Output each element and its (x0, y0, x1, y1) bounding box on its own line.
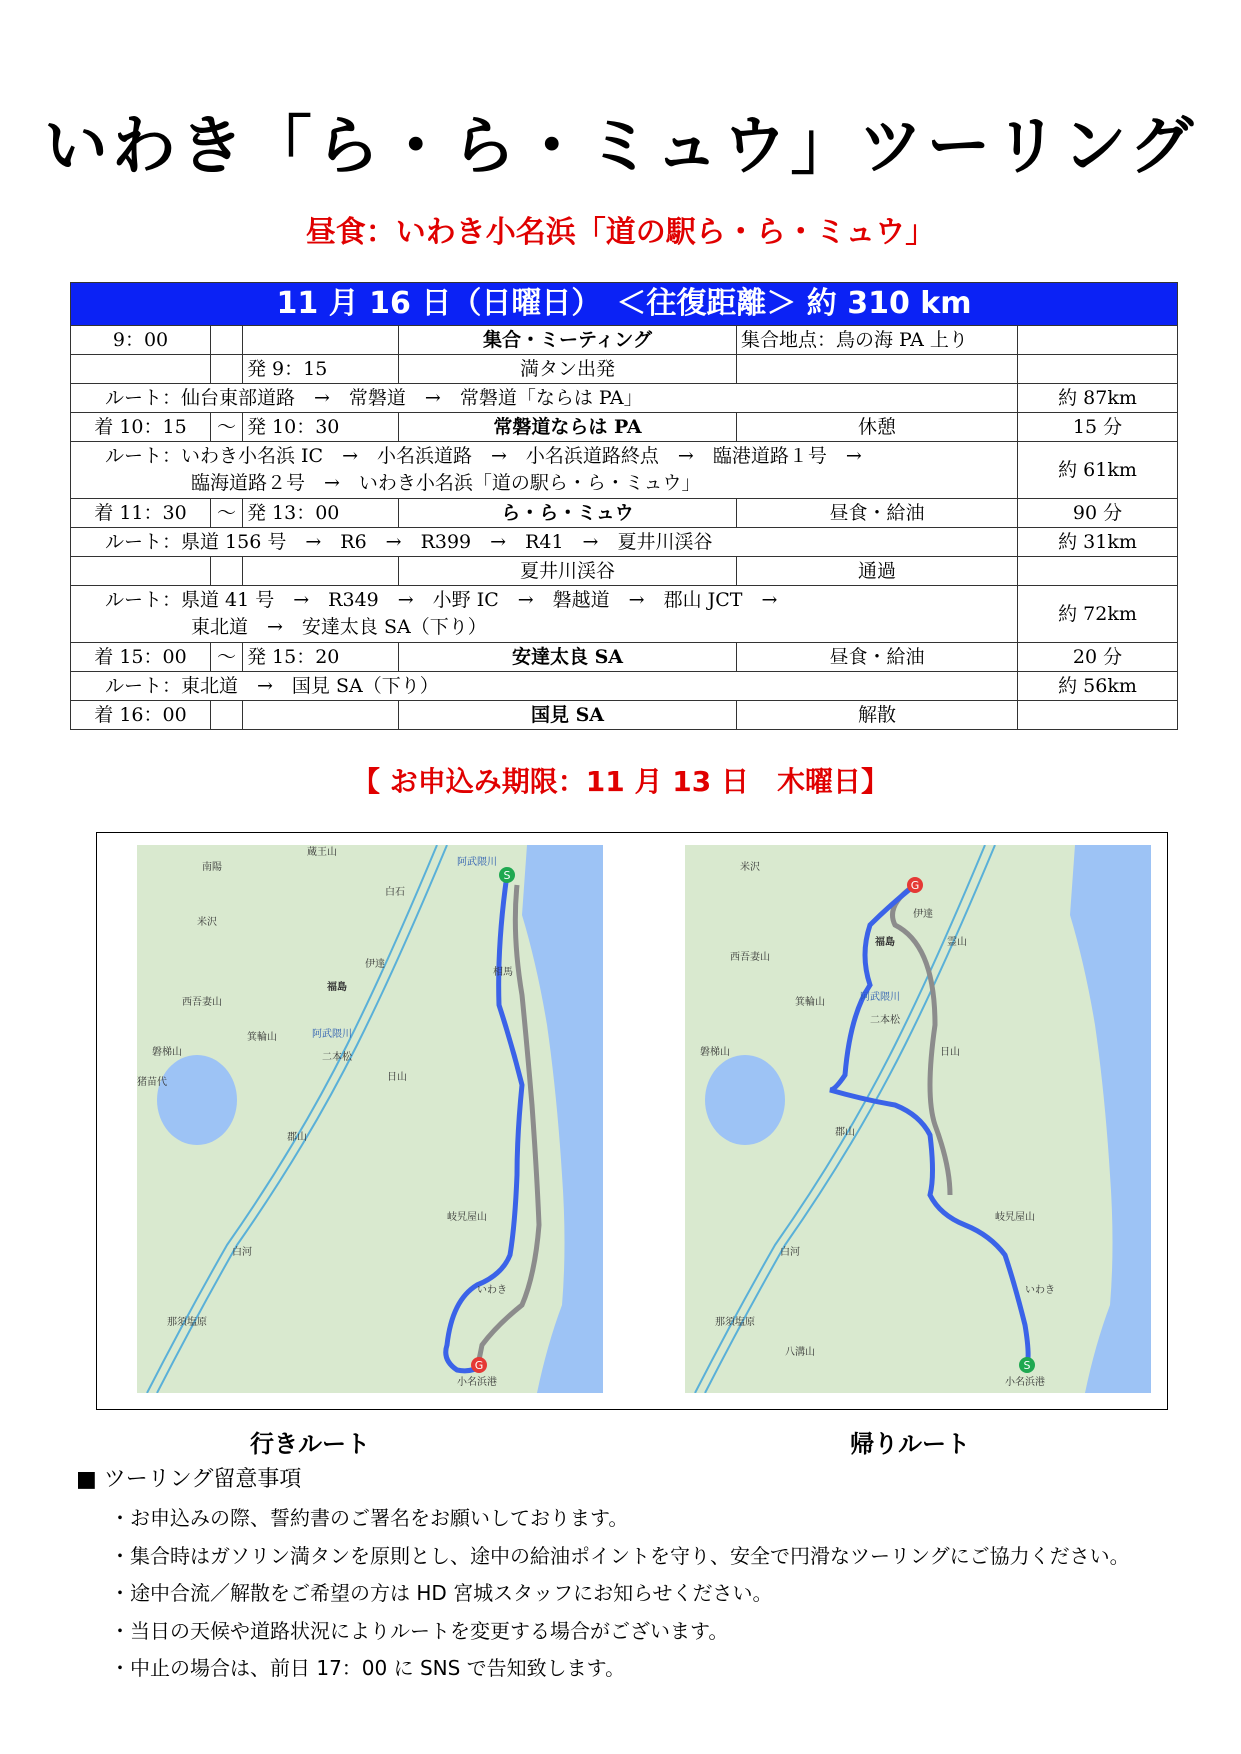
map-label: 米沢 (197, 917, 217, 928)
outbound-route-map (137, 845, 603, 1393)
map-label: 白河 (232, 1247, 252, 1258)
map-label: 郡山 (835, 1127, 855, 1138)
depart-time: 発 10：30 (243, 413, 399, 442)
duration (1018, 557, 1178, 586)
event-note: 通過 (737, 557, 1018, 586)
return-route-caption: 帰りルート (850, 1430, 970, 1458)
map-label: 箕輪山 (795, 997, 825, 1008)
goal-marker: G (474, 1359, 484, 1372)
route-distance: 約 87km (1018, 384, 1178, 413)
event-note: 昼食・給油 (737, 643, 1018, 672)
duration (1018, 701, 1178, 730)
return-map-svg (685, 845, 1151, 1393)
map-label: 二本松 (870, 1015, 900, 1026)
route-maps (96, 832, 1168, 1410)
map-label: 阿武隈川 (457, 857, 497, 868)
route-line-1: ルート：県道 41 号 → R349 → 小野 IC → 磐越道 → 郡山 JCT → (105, 589, 778, 611)
arrive-time (71, 355, 211, 384)
map-label: 福島 (327, 982, 347, 993)
start-marker: S (503, 869, 511, 882)
route-text: ルート：仙台東部道路 → 常磐道 → 常磐道「ならは PA」 (71, 384, 1018, 413)
map-label: 米沢 (740, 862, 760, 873)
duration (1018, 326, 1178, 355)
lunch-subtitle: 昼食：いわき小名浜「道の駅ら・ら・ミュウ」 (305, 215, 936, 250)
route-distance: 約 72km (1018, 586, 1178, 643)
arrive-time (71, 557, 211, 586)
arrive-time: 9：00 (71, 326, 211, 355)
event-note: 集合地点：鳥の海 PA 上り (737, 326, 1018, 355)
event-name: 安達太良 SA (399, 643, 737, 672)
page-title: いわき「ら・ら・ミュウ」ツーリング (43, 110, 1198, 184)
schedule-row (71, 413, 1178, 442)
route-line-2: 臨海道路２号 → いわき小名浜「道の駅ら・ら・ミュウ」 (191, 472, 701, 494)
map-label: 伊達 (365, 959, 385, 970)
event-note (737, 355, 1018, 384)
schedule-table (70, 282, 1178, 730)
map-label: 白河 (780, 1247, 800, 1258)
application-deadline: 【 お申込み期限：11 月 13 日 木曜日】 (352, 765, 889, 798)
route-distance: 約 61km (1018, 442, 1178, 499)
map-label: 西吾妻山 (182, 997, 222, 1008)
lake-inawashiro (705, 1055, 785, 1145)
route-row (71, 384, 1178, 413)
route-text (71, 442, 1018, 499)
map-label: 福島 (875, 937, 895, 948)
schedule-row (71, 701, 1178, 730)
map-label: 磐梯山 (700, 1047, 730, 1058)
arrive-time: 着 15：00 (71, 643, 211, 672)
return-route-map (685, 845, 1151, 1393)
duration (1018, 355, 1178, 384)
note-item: ・中止の場合は、前日 17：00 に SNS で告知致します。 (110, 1656, 626, 1680)
depart-time (243, 701, 399, 730)
duration: 20 分 (1018, 643, 1178, 672)
route-text: ルート：県道 156 号 → R6 → R399 → R41 → 夏井川渓谷 (71, 528, 1018, 557)
event-name: 集合・ミーティング (399, 326, 737, 355)
route-row (71, 586, 1178, 643)
map-label: 八溝山 (785, 1347, 815, 1358)
schedule-header: 11 月 16 日（日曜日） ＜往復距離＞ 約 310 km (71, 283, 1178, 326)
time-separator (211, 326, 243, 355)
outbound-map-svg (137, 845, 603, 1393)
map-label: 日山 (940, 1047, 960, 1058)
time-separator: 〜 (211, 643, 243, 672)
note-item: ・当日の天候や道路状況によりルートを変更する場合がございます。 (110, 1618, 729, 1643)
map-label: 小名浜港 (1005, 1377, 1045, 1388)
event-name: 常磐道ならは PA (399, 413, 737, 442)
map-label: 霊山 (947, 937, 967, 948)
route-row (71, 528, 1178, 557)
route-line-1: ルート：いわき小名浜 IC → 小名浜道路 → 小名浜道路終点 → 臨港道路１号 → (105, 445, 862, 467)
outbound-route-caption: 行きルート (250, 1430, 370, 1458)
schedule-row (71, 355, 1178, 384)
depart-time: 発 13：00 (243, 499, 399, 528)
duration: 90 分 (1018, 499, 1178, 528)
time-separator: 〜 (211, 413, 243, 442)
route-text: ルート：東北道 → 国見 SA（下り） (71, 672, 1018, 701)
schedule-row (71, 643, 1178, 672)
event-note: 休憩 (737, 413, 1018, 442)
lake-inawashiro (157, 1055, 237, 1145)
schedule-row (71, 499, 1178, 528)
map-label: 日山 (387, 1072, 407, 1083)
time-separator: 〜 (211, 499, 243, 528)
note-item: ・途中合流／解散をご希望の方は HD 宮城スタッフにお知らせください。 (110, 1581, 773, 1605)
route-distance: 約 31km (1018, 528, 1178, 557)
map-label: 那須塩原 (167, 1317, 207, 1328)
route-text (71, 586, 1018, 643)
map-label: 阿武隈川 (860, 992, 900, 1003)
map-label: いわき (477, 1285, 507, 1296)
notes-heading: ■ ツーリング留意事項 (76, 1467, 302, 1492)
event-note: 昼食・給油 (737, 499, 1018, 528)
map-label: 箕輪山 (247, 1032, 277, 1043)
map-label: 岐旯屋山 (995, 1212, 1035, 1223)
schedule-row (71, 557, 1178, 586)
map-label: いわき (1025, 1285, 1055, 1296)
map-label: 二本松 (322, 1052, 352, 1063)
duration: 15 分 (1018, 413, 1178, 442)
route-row (71, 672, 1178, 701)
start-marker: S (1023, 1359, 1031, 1372)
map-label: 磐梯山 (152, 1047, 182, 1058)
event-name: ら・ら・ミュウ (399, 499, 737, 528)
map-label: 那須塩原 (715, 1317, 755, 1328)
note-item: ・集合時はガソリン満タンを原則とし、途中の給油ポイントを守り、安全で円滑なツーリングにご協力ください。 (110, 1543, 1130, 1568)
map-label: 岐旯屋山 (447, 1212, 487, 1223)
map-label: 南陽 (202, 862, 222, 873)
event-name: 満タン出発 (399, 355, 737, 384)
map-label: 伊達 (913, 909, 933, 920)
time-separator (211, 701, 243, 730)
arrive-time: 着 16：00 (71, 701, 211, 730)
depart-time: 発 9：15 (243, 355, 399, 384)
map-label: 阿武隈川 (312, 1029, 352, 1040)
map-label: 白石 (385, 887, 405, 898)
goal-marker: G (910, 879, 920, 892)
map-label: 猪苗代 (137, 1077, 167, 1088)
notes-list (110, 1500, 1130, 1688)
arrive-time: 着 10：15 (71, 413, 211, 442)
schedule-row (71, 326, 1178, 355)
arrive-time: 着 11：30 (71, 499, 211, 528)
map-label: 相馬 (493, 967, 513, 978)
time-separator (211, 355, 243, 384)
route-row (71, 442, 1178, 499)
event-note: 解散 (737, 701, 1018, 730)
map-label: 小名浜港 (457, 1377, 497, 1388)
route-distance: 約 56km (1018, 672, 1178, 701)
map-label: 蔵王山 (307, 847, 337, 858)
map-label: 西吾妻山 (730, 952, 770, 963)
depart-time (243, 326, 399, 355)
event-name: 夏井川渓谷 (399, 557, 737, 586)
map-label: 郡山 (287, 1132, 307, 1143)
depart-time (243, 557, 399, 586)
depart-time: 発 15：20 (243, 643, 399, 672)
route-line-2: 東北道 → 安達太良 SA（下り） (191, 616, 487, 638)
event-name: 国見 SA (399, 701, 737, 730)
time-separator (211, 557, 243, 586)
note-item: ・お申込みの際、誓約書のご署名をお願いしております。 (110, 1506, 629, 1530)
